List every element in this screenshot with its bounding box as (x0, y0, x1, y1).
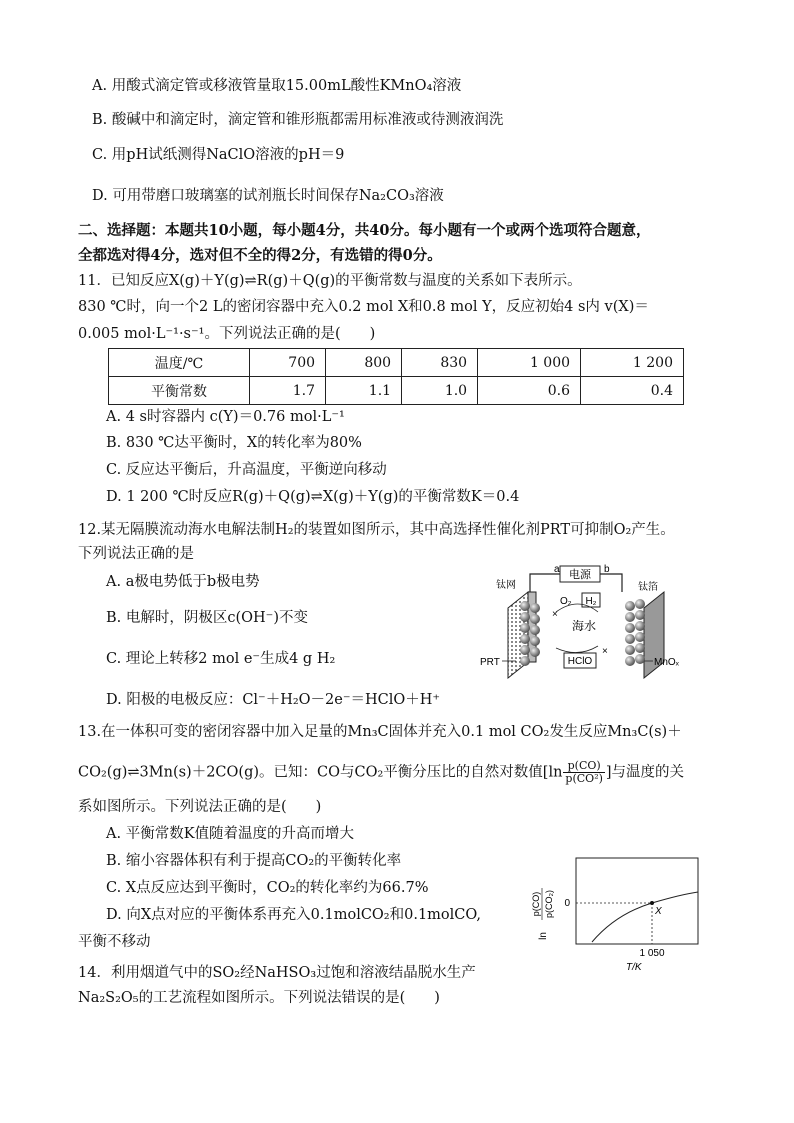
table-cell: 1.7 (250, 377, 326, 405)
q13-stem-line3: 系如图所示。下列说法正确的是( ) (78, 799, 322, 815)
point-x-marker (650, 901, 654, 905)
option-c: C. 用pH试纸测得NaClO溶液的pH＝9 (92, 147, 345, 163)
power-source-label: 电源 (569, 569, 591, 581)
q11-stem-line3: 0.005 mol·L⁻¹·s⁻¹。下列说法正确的是( ) (78, 326, 376, 342)
option-b: B. 酸碱中和滴定时，滴定管和锥形瓶都需用标准液或待测液润洗 (92, 112, 504, 128)
electrolysis-diagram (478, 560, 700, 678)
pressure-ratio-fraction (563, 760, 604, 785)
q11-option-a: A. 4 s时容器内 c(Y)＝0.76 mol·L⁻¹ (106, 409, 345, 425)
table-cell: 0.4 (581, 377, 684, 405)
cross-mark-top: × (552, 609, 558, 620)
q12-option-d: D. 阳极的电极反应：Cl⁻＋H₂O－2e⁻＝HClO＋H⁺ (106, 692, 441, 708)
q11-stem-line2: 830 ℃时，向一个2 L的密闭容器中充入0.2 mol X和0.8 mol Y，反应初始4 s内 v(X)＝ (78, 299, 649, 315)
table-header-constant: 平衡常数 (109, 377, 250, 405)
q11-option-d: D. 1 200 ℃时反应R(g)＋Q(g)⇌X(g)＋Y(g)的平衡常数K＝0.4 (106, 489, 520, 505)
y-axis-denominator: p(CO₂) (544, 890, 554, 918)
cross-mark-bottom: × (602, 646, 608, 657)
q14-stem-line1: 14．利用烟道气中的SO₂经NaHSO₃过饱和溶液结晶脱水生产 (78, 965, 476, 981)
ln-pressure-ratio-graph (531, 852, 706, 974)
q13-option-a: A. 平衡常数K值随着温度的升高而增大 (106, 826, 355, 842)
q13-option-d-line2: 平衡不移动 (78, 934, 151, 950)
mnox-label: MnOₓ (654, 657, 679, 668)
y-axis-numerator: p(CO) (531, 891, 541, 917)
q12-stem-line1: 12.某无隔膜流动海水电解法制H₂的装置如图所示，其中高选择性催化剂PRT可抑制O₂产生。 (78, 522, 675, 538)
q11-option-b: B. 830 ℃达平衡时，X的转化率为80% (106, 435, 362, 451)
q12-option-a: A. a极电势低于b极电势 (106, 574, 260, 590)
q13-option-d-line1: D. 向X点对应的平衡体系再充入0.1molCO₂和0.1molCO, (106, 907, 482, 923)
y-tick-zero: 0 (564, 898, 570, 909)
titanium-foil-label: 钛箔 (638, 582, 658, 593)
mnox-catalyst-spheres (625, 599, 645, 666)
table-header-temperature: 温度/℃ (109, 349, 250, 377)
table-cell: 800 (326, 349, 402, 377)
table-cell: 0.6 (478, 377, 581, 405)
fraction-numerator: p(CO) (563, 760, 604, 773)
q12-option-c: C. 理论上转移2 mol e⁻生成4 g H₂ (106, 651, 336, 667)
plot-frame (576, 858, 698, 944)
q13-option-b: B. 缩小容器体积有利于提高CO₂的平衡转化率 (106, 853, 402, 869)
q14-stem-line2: Na₂S₂O₅的工艺流程如图所示。下列说法错误的是( ) (78, 990, 440, 1006)
q11-stem-line1: 11．已知反应X(g)＋Y(g)⇌R(g)＋Q(g)的平衡常数与温度的关系如下表所示。 (78, 273, 582, 289)
o2-label: O₂ (560, 596, 572, 607)
h2-label: H₂ (585, 596, 597, 607)
q13-option-c: C. X点反应达到平衡时，CO₂的转化率约为66.7% (106, 880, 429, 896)
table-cell: 1.0 (402, 377, 478, 405)
option-d: D. 可用带磨口玻璃塞的试剂瓶长时间保存Na₂CO₃溶液 (92, 188, 444, 204)
q12-stem-line2: 下列说法正确的是 (78, 546, 194, 562)
fraction-denominator: p(CO²) (565, 772, 603, 785)
graph-y-axis-label (531, 888, 554, 940)
electrode-a-label: a (554, 564, 560, 575)
seawater-label: 海水 (572, 619, 597, 633)
table-cell: 1 000 (478, 349, 581, 377)
table-row-temperature (109, 349, 684, 377)
table-row-constant (109, 377, 684, 405)
section-heading-line1: 二、选择题：本题共10小题，每小题4分，共40分。每小题有一个或两个选项符合题意， (78, 222, 651, 239)
electrode-b-label: b (604, 564, 610, 575)
table-cell: 1 200 (581, 349, 684, 377)
x-tick-1050: 1 050 (639, 948, 665, 959)
prt-label: PRT (480, 657, 500, 668)
equilibrium-constant-table (108, 348, 684, 405)
q13-stem-line2-text: CO₂(g)⇌3Mn(s)＋2CO(g)。已知：CO与CO₂平衡分压比的自然对数值[ln (78, 764, 563, 781)
hclo-label: HClO (567, 656, 593, 667)
option-a: A. 用酸式滴定管或移液管量取15.00mL酸性KMnO₄溶液 (92, 78, 462, 94)
q13-stem-line2 (78, 760, 684, 785)
q11-option-c: C. 反应达平衡后，升高温度，平衡逆向移动 (106, 462, 387, 478)
y-axis-ln: ln (538, 932, 549, 940)
table-cell: 830 (402, 349, 478, 377)
q13-stem-line1: 13.在一体积可变的密闭容器中加入足量的Mn₃C固体并充入0.1 mol CO₂发生反应Mn₃C(s)＋ (78, 724, 682, 740)
x-axis-label: T/K (626, 962, 642, 973)
q13-stem-line2-tail: ]与温度的关 (605, 764, 685, 781)
section-heading-line2: 全都选对得4分，选对但不全的得2分，有选错的得0分。 (78, 247, 442, 264)
point-x-label: X (655, 906, 662, 917)
q12-option-b: B. 电解时，阴极区c(OH⁻)不变 (106, 610, 308, 626)
table-cell: 1.1 (326, 377, 402, 405)
titanium-mesh-label: 钛网 (496, 580, 516, 591)
table-cell: 700 (250, 349, 326, 377)
ln-ratio-curve (592, 892, 698, 942)
